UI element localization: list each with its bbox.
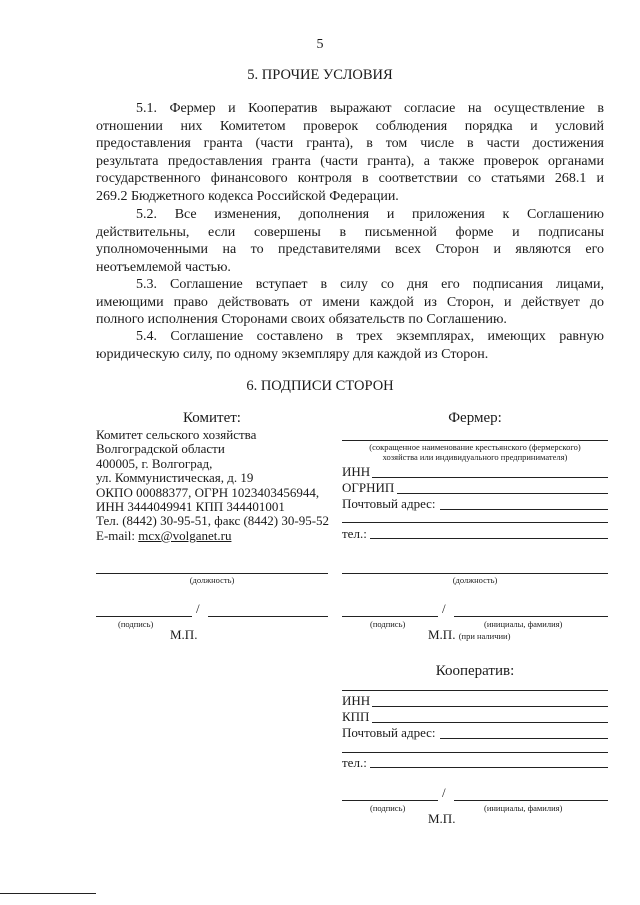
committee-position-caption: (должность) [189, 575, 235, 585]
farmer-signature-line[interactable] [342, 616, 438, 617]
paragraph-line: 5.1. Фермер и Кооператив выражают согласие на осуществление в [136, 101, 604, 116]
cooperative-heading: Кооператив: [435, 663, 515, 679]
paragraph-5-4 [96, 328, 604, 363]
cooperative-address-field-2[interactable] [342, 752, 608, 753]
farmer-inn-field[interactable] [372, 477, 608, 478]
farmer-stamp-note: (при наличии) [458, 631, 511, 641]
committee-position-line[interactable] [96, 573, 328, 574]
committee-line: Комитет сельского хозяйства [96, 427, 257, 442]
farmer-slash: / [442, 601, 446, 616]
farmer-address-label: Почтовый адрес: [342, 496, 436, 511]
paragraph-line: результата предоставления гранта (части гранта), а также проверок органами [96, 153, 604, 169]
committee-signature-line[interactable] [96, 616, 192, 617]
farmer-position-caption: (должность) [452, 575, 498, 585]
cooperative-initials-caption: (инициалы, фамилия) [484, 803, 563, 813]
farmer-ogrnip-label: ОГРНИП [342, 480, 395, 495]
farmer-name-line[interactable] [342, 440, 608, 441]
farmer-address-field-2[interactable] [342, 522, 608, 523]
paragraph-line: уполномоченными на то представителями всех Сторон и являются его [96, 242, 604, 258]
committee-details [96, 428, 329, 543]
cooperative-slash: / [442, 785, 446, 800]
page-number: 5 [316, 37, 324, 52]
cooperative-address-field[interactable] [440, 738, 608, 739]
farmer-name-caption [338, 442, 612, 462]
committee-line: ул. Коммунистическая, д. 19 [96, 470, 254, 486]
farmer-signature-caption: (подпись) [370, 619, 406, 629]
paragraph-5-2 [96, 206, 604, 276]
farmer-initials-line[interactable] [454, 616, 608, 617]
committee-signature-caption: (подпись) [118, 619, 154, 629]
farmer-position-line[interactable] [342, 573, 608, 574]
section-6-title: 6. ПОДПИСИ СТОРОН [246, 378, 394, 394]
cooperative-top-line[interactable] [342, 690, 608, 691]
committee-line: 400005, г. Волгоград, [96, 455, 213, 471]
paragraph-line: 5.3. Соглашение вступает в силу со дня его подписания лицами, [136, 277, 604, 292]
committee-line: ИНН 3444049941 КПП 344401001 [96, 499, 285, 515]
committee-line: ОКПО 00088377, ОГРН 1023403456944, [96, 484, 320, 500]
committee-slash: / [196, 601, 200, 616]
section-5-title: 5. ПРОЧИЕ УСЛОВИЯ [247, 67, 393, 83]
committee-line: Волгоградской области [96, 441, 225, 457]
cooperative-kpp-field[interactable] [372, 722, 608, 723]
paragraph-line: 5.4. Соглашение составлено в трех экземплярах, имеющих равную [136, 329, 604, 344]
farmer-phone-label: тел.: [342, 526, 367, 541]
committee-stamp: М.П. [170, 627, 198, 642]
farmer-heading: Фермер: [448, 410, 502, 426]
committee-email-line [96, 529, 329, 543]
paragraph-line: полного исполнения Сторонами своих обязательств по Соглашению. [96, 312, 507, 328]
committee-initials-line[interactable] [208, 616, 328, 617]
paragraph-line: имеющими право действовать от имени каждой из Сторон, и действует до [96, 294, 604, 310]
cooperative-signature-caption: (подпись) [370, 803, 406, 813]
farmer-address-field[interactable] [440, 509, 608, 510]
paragraph-line: 269.2 Бюджетного кодекса Российской Федерации. [96, 188, 399, 204]
committee-heading: Комитет: [183, 410, 241, 426]
cooperative-inn-label: ИНН [342, 693, 371, 708]
paragraph-line: государственного финансового контроля в соответствии со статьями 268.1 и [96, 171, 604, 187]
committee-line: Тел. (8442) 30-95-51, факс (8442) 30-95-52 [96, 513, 330, 529]
cooperative-inn-field[interactable] [372, 706, 608, 707]
paragraph-line: неотъемлемой частью. [96, 259, 231, 275]
paragraph-line: 5.2. Все изменения, дополнения и приложения к Соглашению [136, 207, 604, 222]
farmer-ogrnip-field[interactable] [397, 493, 608, 494]
email-link[interactable]: mcx@volganet.ru [138, 527, 232, 543]
email-label: E-mail: [96, 527, 139, 543]
farmer-phone-field[interactable] [370, 538, 608, 539]
farmer-name-caption-line: (сокращенное наименование крестьянского (фермерского) [369, 442, 581, 452]
farmer-initials-caption: (инициалы, фамилия) [484, 619, 563, 629]
farmer-name-caption-line: хозяйства или индивидуального предпринимателя) [382, 452, 568, 462]
cooperative-stamp: М.П. [428, 811, 456, 826]
paragraph-5-3 [96, 276, 604, 329]
farmer-stamp [428, 627, 510, 643]
cooperative-phone-field[interactable] [370, 767, 608, 768]
cooperative-address-label: Почтовый адрес: [342, 725, 436, 740]
cooperative-initials-line[interactable] [454, 800, 608, 801]
paragraph-5-1 [96, 100, 604, 206]
cooperative-kpp-label: КПП [342, 709, 370, 724]
cooperative-phone-label: тел.: [342, 755, 367, 770]
paragraph-line: предоставления гранта (части гранта), в том числе в части достижения [96, 136, 604, 152]
paragraph-line: отношении них Комитетом проверок соблюдения порядка и условий [96, 118, 604, 134]
cooperative-signature-line[interactable] [342, 800, 438, 801]
farmer-stamp-label: М.П. [428, 627, 456, 642]
paragraph-line: действительны, если совершены в письменной форме и подписаны [96, 224, 604, 240]
paragraph-line: юридическую силу, по одному экземпляру для каждой из Сторон. [96, 346, 489, 362]
footnote-separator [0, 893, 96, 894]
farmer-inn-label: ИНН [342, 464, 371, 479]
